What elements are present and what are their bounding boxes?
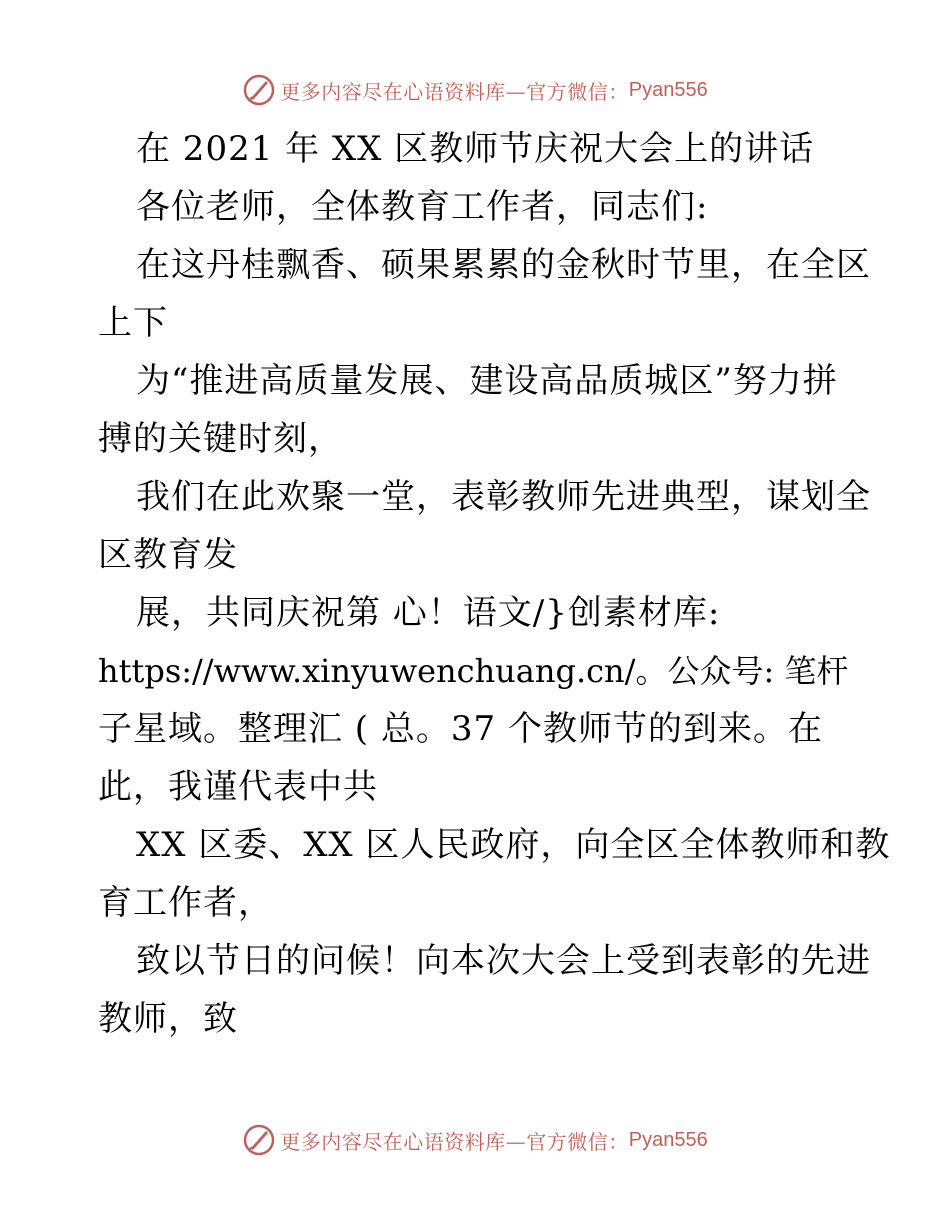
text-line: 育工作者， — [98, 883, 273, 923]
text-line-url: https://www.xinyuwenchuang.cn/。公众号: 笔杆 — [98, 652, 849, 690]
banner-text — [280, 1126, 629, 1155]
quill-logo-icon — [242, 73, 276, 107]
banner-text — [280, 76, 629, 105]
document-body — [98, 120, 891, 1048]
header-banner — [0, 70, 950, 110]
banner-main: 更多内容尽在心语资料库 — [280, 79, 506, 104]
text-line: 教师，致 — [98, 999, 238, 1039]
banner-wechat-id: Pyan556 — [628, 78, 708, 101]
banner-channel: 官方微信： — [526, 79, 629, 104]
text-line: 展，共同庆祝第 心！语文/}创素材库: — [136, 593, 721, 633]
banner-wechat-id: Pyan556 — [628, 1128, 708, 1151]
text-line: 致以节日的问候！向本次大会上受到表彰的先进 — [136, 941, 871, 981]
text-line: 为“推进高质量发展、建设高品质城区”努力拼 — [136, 361, 838, 401]
footer-banner — [0, 1120, 950, 1160]
speech-title: 在 2021 年 XX 区教师节庆祝大会上的讲话 — [136, 129, 815, 169]
banner-dash: — — [505, 1129, 527, 1154]
text-line: 在这丹桂飘香、硕果累累的金秋时节里，在全区 — [136, 245, 871, 285]
banner-dash: — — [505, 79, 527, 104]
text-line: 区教育发 — [98, 535, 238, 575]
salutation: 各位老师，全体教育工作者，同志们: — [136, 187, 709, 227]
banner-main: 更多内容尽在心语资料库 — [280, 1129, 506, 1154]
text-line: 子星域。整理汇 ( 总。37 个教师节的到来。在 — [98, 709, 823, 749]
text-line: 此，我谨代表中共 — [98, 767, 378, 807]
text-line: 我们在此欢聚一堂，表彰教师先进典型，谋划全 — [136, 477, 871, 517]
text-line: XX 区委、XX 区人民政府，向全区全体教师和教 — [136, 825, 891, 865]
text-line: 上下 — [98, 303, 168, 343]
quill-logo-icon — [242, 1123, 276, 1157]
banner-channel: 官方微信： — [526, 1129, 629, 1154]
text-line: 搏的关键时刻， — [98, 419, 343, 459]
